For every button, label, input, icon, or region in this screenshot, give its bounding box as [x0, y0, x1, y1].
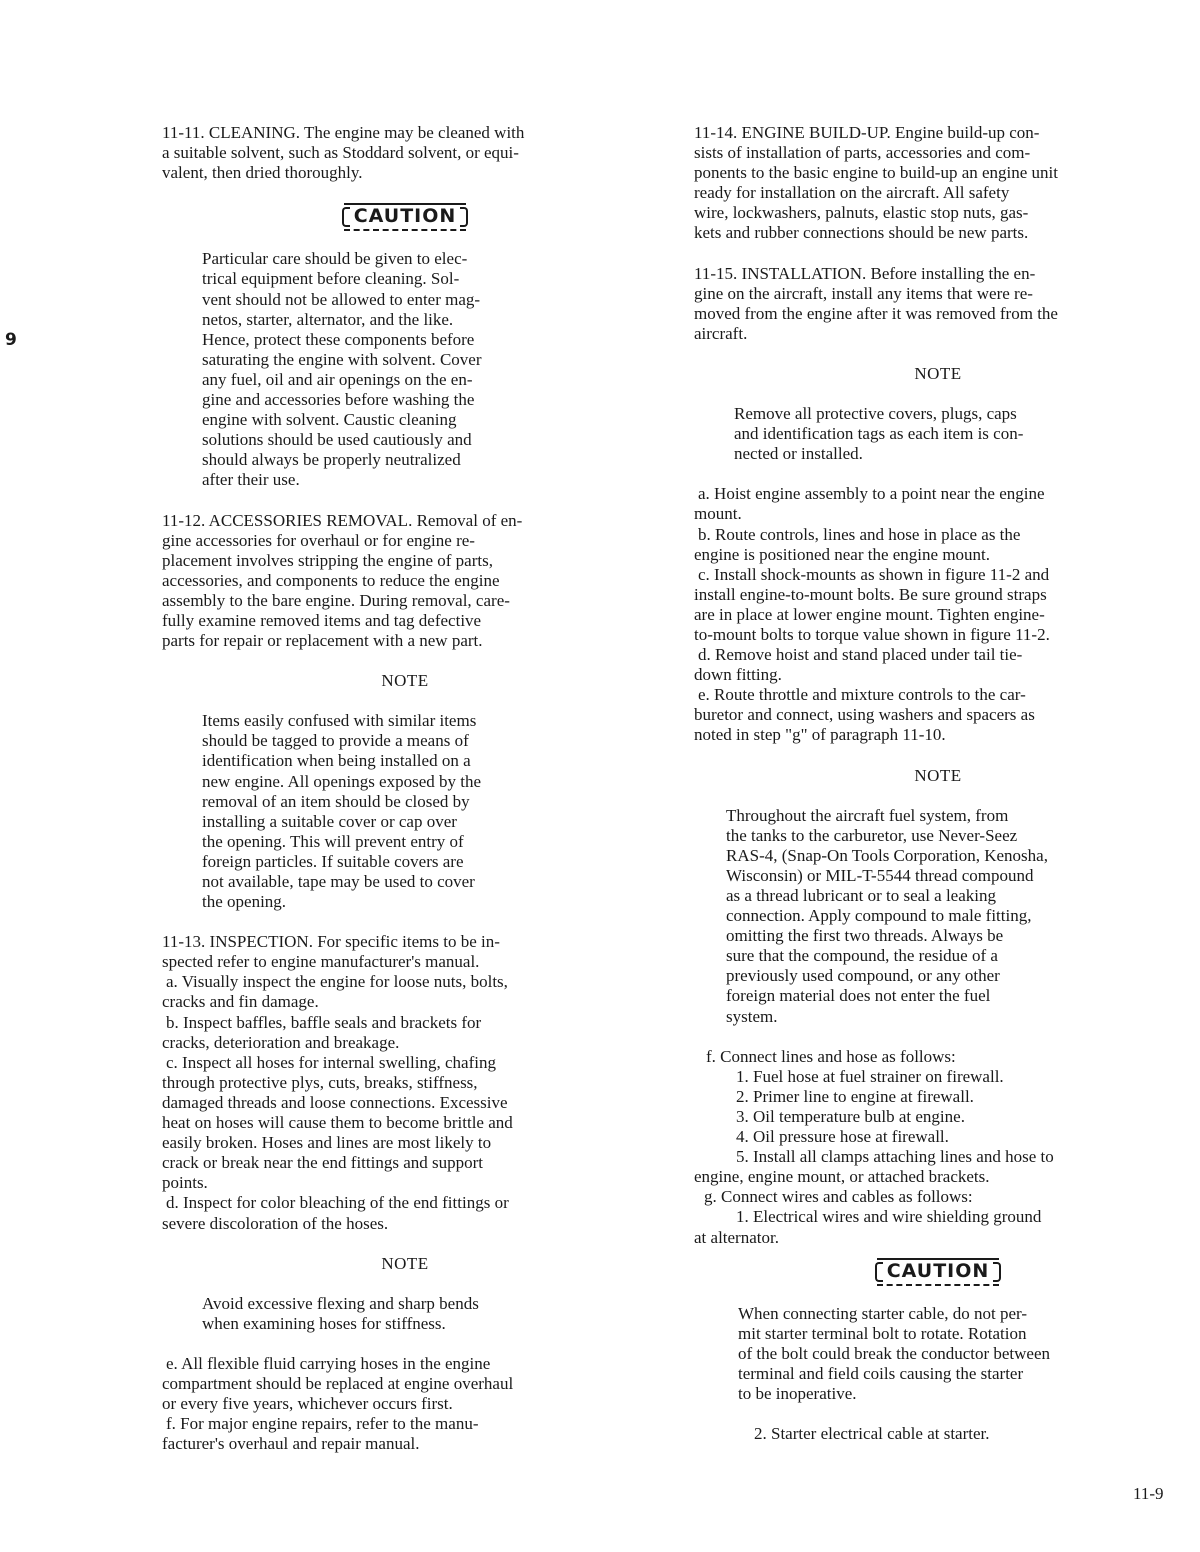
text-line: gine and accessories before washing the: [202, 390, 475, 410]
text-line: to be inoperative.: [738, 1384, 857, 1404]
text-line: spected refer to engine manufacturer's manual.: [162, 952, 480, 972]
sub-item-2: 2. Starter electrical cable at starter.: [754, 1424, 990, 1444]
text-line: or every five years, whichever occurs first.: [162, 1394, 453, 1414]
text-line: Throughout the aircraft fuel system, from: [726, 805, 1009, 825]
text-line: 11-11. CLEANING. The engine may be cleaned with: [162, 123, 525, 142]
margin-mark: 9: [5, 330, 17, 350]
sub-item-4: 4. Oil pressure hose at firewall.: [736, 1127, 949, 1147]
left-column: [162, 123, 648, 1454]
text-line: trical equipment before cleaning. Sol-: [202, 269, 460, 289]
text-line: engine is positioned near the engine mount.: [694, 544, 991, 564]
text-line: the opening.: [202, 892, 287, 912]
caution-banner: [694, 1258, 1182, 1286]
text-line: Particular care should be given to elec-: [202, 249, 468, 269]
text-line: Items easily confused with similar items: [202, 711, 477, 731]
text-line: RAS-4, (Snap-On Tools Corporation, Kenosha,: [726, 845, 1048, 865]
text-line: identification when being installed on a: [202, 751, 471, 771]
text-line: solutions should be used cautiously and: [202, 430, 472, 450]
text-line: valent, then dried thoroughly.: [162, 163, 363, 183]
step-b: b. Inspect baffles, baffle seals and brackets for: [166, 1012, 482, 1032]
text-line: when examining hoses for stiffness.: [202, 1313, 446, 1333]
text-line: ready for installation on the aircraft. All safety: [694, 183, 1010, 203]
text-line: noted in step "g" of paragraph 11-10.: [694, 725, 946, 745]
step-f: f. Connect lines and hose as follows:: [706, 1046, 956, 1066]
text-line: ponents to the basic engine to build-up an engine unit: [694, 163, 1059, 183]
text-line: 11-13. INSPECTION. For specific items to be in-: [162, 932, 500, 952]
text-line: mount.: [694, 504, 742, 524]
step-f: f. For major engine repairs, refer to the manu-: [166, 1414, 479, 1434]
text-line: should always be properly neutralized: [202, 450, 461, 470]
text-line: a suitable solvent, such as Stoddard solvent, or equi-: [162, 143, 519, 163]
text-line: after their use.: [202, 470, 300, 490]
text-line: 11-15. INSTALLATION. Before installing the en-: [694, 263, 1036, 283]
step-e: e. Route throttle and mixture controls to the car-: [698, 685, 1026, 705]
caution-text-cleaning: [162, 249, 648, 490]
step-d: d. Inspect for color bleaching of the end fittings or: [166, 1193, 509, 1213]
text-line: the opening. This will prevent entry of: [202, 831, 464, 851]
text-line: at alternator.: [694, 1227, 779, 1247]
text-line: wire, lockwashers, palnuts, elastic stop nuts, gas-: [694, 203, 1029, 223]
caution-label: CAUTION: [344, 203, 467, 231]
text-line: new engine. All openings exposed by the: [202, 771, 482, 791]
sub-item-1: 1. Electrical wires and wire shielding ground: [736, 1207, 1042, 1227]
text-line: cracks and fin damage.: [162, 992, 319, 1012]
section-11-14-engine-build-up: [694, 123, 1182, 244]
text-line: buretor and connect, using washers and spacers as: [694, 705, 1035, 725]
step-c: c. Inspect all hoses for internal swelling, chafing: [166, 1052, 496, 1072]
text-line: netos, starter, alternator, and the like.: [202, 309, 454, 329]
text-line: not available, tape may be used to cover: [202, 872, 475, 891]
text-line: Avoid excessive flexing and sharp bends: [202, 1293, 479, 1313]
note-text-tagging: [162, 711, 648, 912]
installation-steps: [694, 484, 1182, 745]
step-c: c. Install shock-mounts as shown in figure 11-2 and: [698, 564, 1050, 584]
text-line: down fitting.: [694, 665, 782, 685]
text-line: fully examine removed items and tag defective: [162, 610, 482, 630]
text-line: 11-14. ENGINE BUILD-UP. Engine build-up con-: [694, 123, 1040, 142]
text-line: 11-12. ACCESSORIES REMOVAL. Removal of en-: [162, 510, 523, 530]
sub-item-5: 5. Install all clamps attaching lines and hose to: [736, 1147, 1054, 1167]
caution-label: CAUTION: [877, 1258, 1000, 1286]
step-d: d. Remove hoist and stand placed under tail tie-: [698, 645, 1023, 665]
text-line: placement involves stripping the engine of parts,: [162, 550, 493, 570]
text-line: the tanks to the carburetor, use Never-Seez: [726, 825, 1018, 845]
text-line: saturating the engine with solvent. Cover: [202, 349, 482, 369]
text-line: install engine-to-mount bolts. Be sure ground straps: [694, 584, 1047, 604]
inspection-steps-continued: [162, 1354, 648, 1454]
text-line: foreign material does not enter the fuel: [726, 986, 991, 1006]
note-heading: NOTE: [381, 1253, 429, 1273]
text-line: system.: [726, 1006, 778, 1026]
note-heading: NOTE: [381, 671, 429, 691]
text-line: omitting the first two threads. Always be: [726, 926, 1004, 946]
text-line: engine, engine mount, or attached brackets.: [694, 1167, 990, 1187]
text-line: facturer's overhaul and repair manual.: [162, 1434, 420, 1454]
note-text-fuel-system: [694, 806, 1182, 1027]
text-line: parts for repair or replacement with a new part.: [162, 631, 483, 651]
text-line: compartment should be replaced at engine overhaul: [162, 1373, 514, 1393]
page-number: 11-9: [1133, 1484, 1164, 1503]
text-line: cracks, deterioration and breakage.: [162, 1032, 400, 1052]
section-11-11-cleaning: [162, 123, 648, 183]
text-line: gine accessories for overhaul or for engine re-: [162, 530, 475, 550]
text-line: removal of an item should be closed by: [202, 791, 470, 811]
text-line: kets and rubber connections should be new parts.: [694, 223, 1029, 243]
text-line: moved from the engine after it was removed from the: [694, 303, 1058, 323]
text-line: installing a suitable cover or cap over: [202, 811, 457, 831]
step-g: g. Connect wires and cables as follows:: [704, 1187, 973, 1207]
text-line: mit starter terminal bolt to rotate. Rotation: [738, 1323, 1027, 1343]
text-line: of the bolt could break the conductor between: [738, 1343, 1051, 1363]
note-text-covers: [694, 404, 1182, 464]
sub-item-3: 3. Oil temperature bulb at engine.: [736, 1106, 965, 1126]
text-line: Remove all protective covers, plugs, caps: [734, 404, 1017, 424]
text-line: terminal and field coils causing the starter: [738, 1363, 1024, 1383]
text-line: Wisconsin) or MIL-T-5544 thread compound: [726, 865, 1034, 885]
section-11-12-accessories-removal: [162, 511, 648, 652]
text-line: gine on the aircraft, install any items that were re-: [694, 283, 1033, 303]
text-line: When connecting starter cable, do not per-: [738, 1303, 1028, 1323]
text-line: sists of installation of parts, accessories and com-: [694, 143, 1031, 163]
step-a: a. Visually inspect the engine for loose nuts, bolts,: [166, 972, 508, 992]
text-line: damaged threads and loose connections. Excessive: [162, 1092, 508, 1112]
text-line: through protective plys, cuts, breaks, stiffness,: [162, 1072, 478, 1092]
note-heading: NOTE: [914, 765, 962, 785]
text-line: as a thread lubricant or to seal a leaking: [726, 886, 996, 905]
text-line: points.: [162, 1173, 208, 1193]
text-line: crack or break near the end fittings and support: [162, 1153, 483, 1173]
section-11-15-installation: [694, 264, 1182, 344]
text-line: previously used compound, or any other: [726, 966, 1000, 986]
caution-text-starter: [694, 1304, 1182, 1404]
text-line: engine with solvent. Caustic cleaning: [202, 410, 457, 430]
note-heading: NOTE: [914, 363, 962, 383]
step-a: a. Hoist engine assembly to a point near the engine: [698, 484, 1045, 504]
text-line: are in place at lower engine mount. Tighten engine-: [694, 604, 1045, 624]
text-line: foreign particles. If suitable covers are: [202, 851, 464, 871]
text-line: should be tagged to provide a means of: [202, 731, 469, 751]
step-b: b. Route controls, lines and hose in place as the: [698, 524, 1021, 544]
text-line: and identification tags as each item is con-: [734, 424, 1024, 444]
text-line: Hence, protect these components before: [202, 329, 475, 349]
step-e: e. All flexible fluid carrying hoses in the engine: [166, 1353, 491, 1373]
text-line: sure that the compound, the residue of a: [726, 946, 998, 966]
note-text-flexing: [162, 1294, 648, 1334]
sub-item-1: 1. Fuel hose at fuel strainer on firewall.: [736, 1066, 1004, 1086]
text-line: severe discoloration of the hoses.: [162, 1213, 389, 1233]
text-line: aircraft.: [694, 323, 748, 343]
section-11-13-inspection: [162, 932, 648, 1233]
text-line: assembly to the bare engine. During removal, care-: [162, 590, 510, 610]
text-line: nected or installed.: [734, 444, 863, 464]
caution-banner: [162, 203, 648, 231]
text-line: easily broken. Hoses and lines are most likely to: [162, 1133, 492, 1153]
text-line: any fuel, oil and air openings on the en-: [202, 369, 473, 389]
text-line: to-mount bolts to torque value shown in figure 11-2.: [694, 624, 1050, 644]
text-line: connection. Apply compound to male fitting,: [726, 906, 1032, 926]
text-line: accessories, and components to reduce the engine: [162, 570, 500, 590]
right-column: [694, 123, 1182, 1444]
text-line: vent should not be allowed to enter mag-: [202, 289, 481, 309]
sub-item-2: 2. Primer line to engine at firewall.: [736, 1086, 974, 1106]
connection-steps: [694, 1047, 1182, 1248]
text-line: heat on hoses will cause them to become brittle and: [162, 1113, 513, 1133]
